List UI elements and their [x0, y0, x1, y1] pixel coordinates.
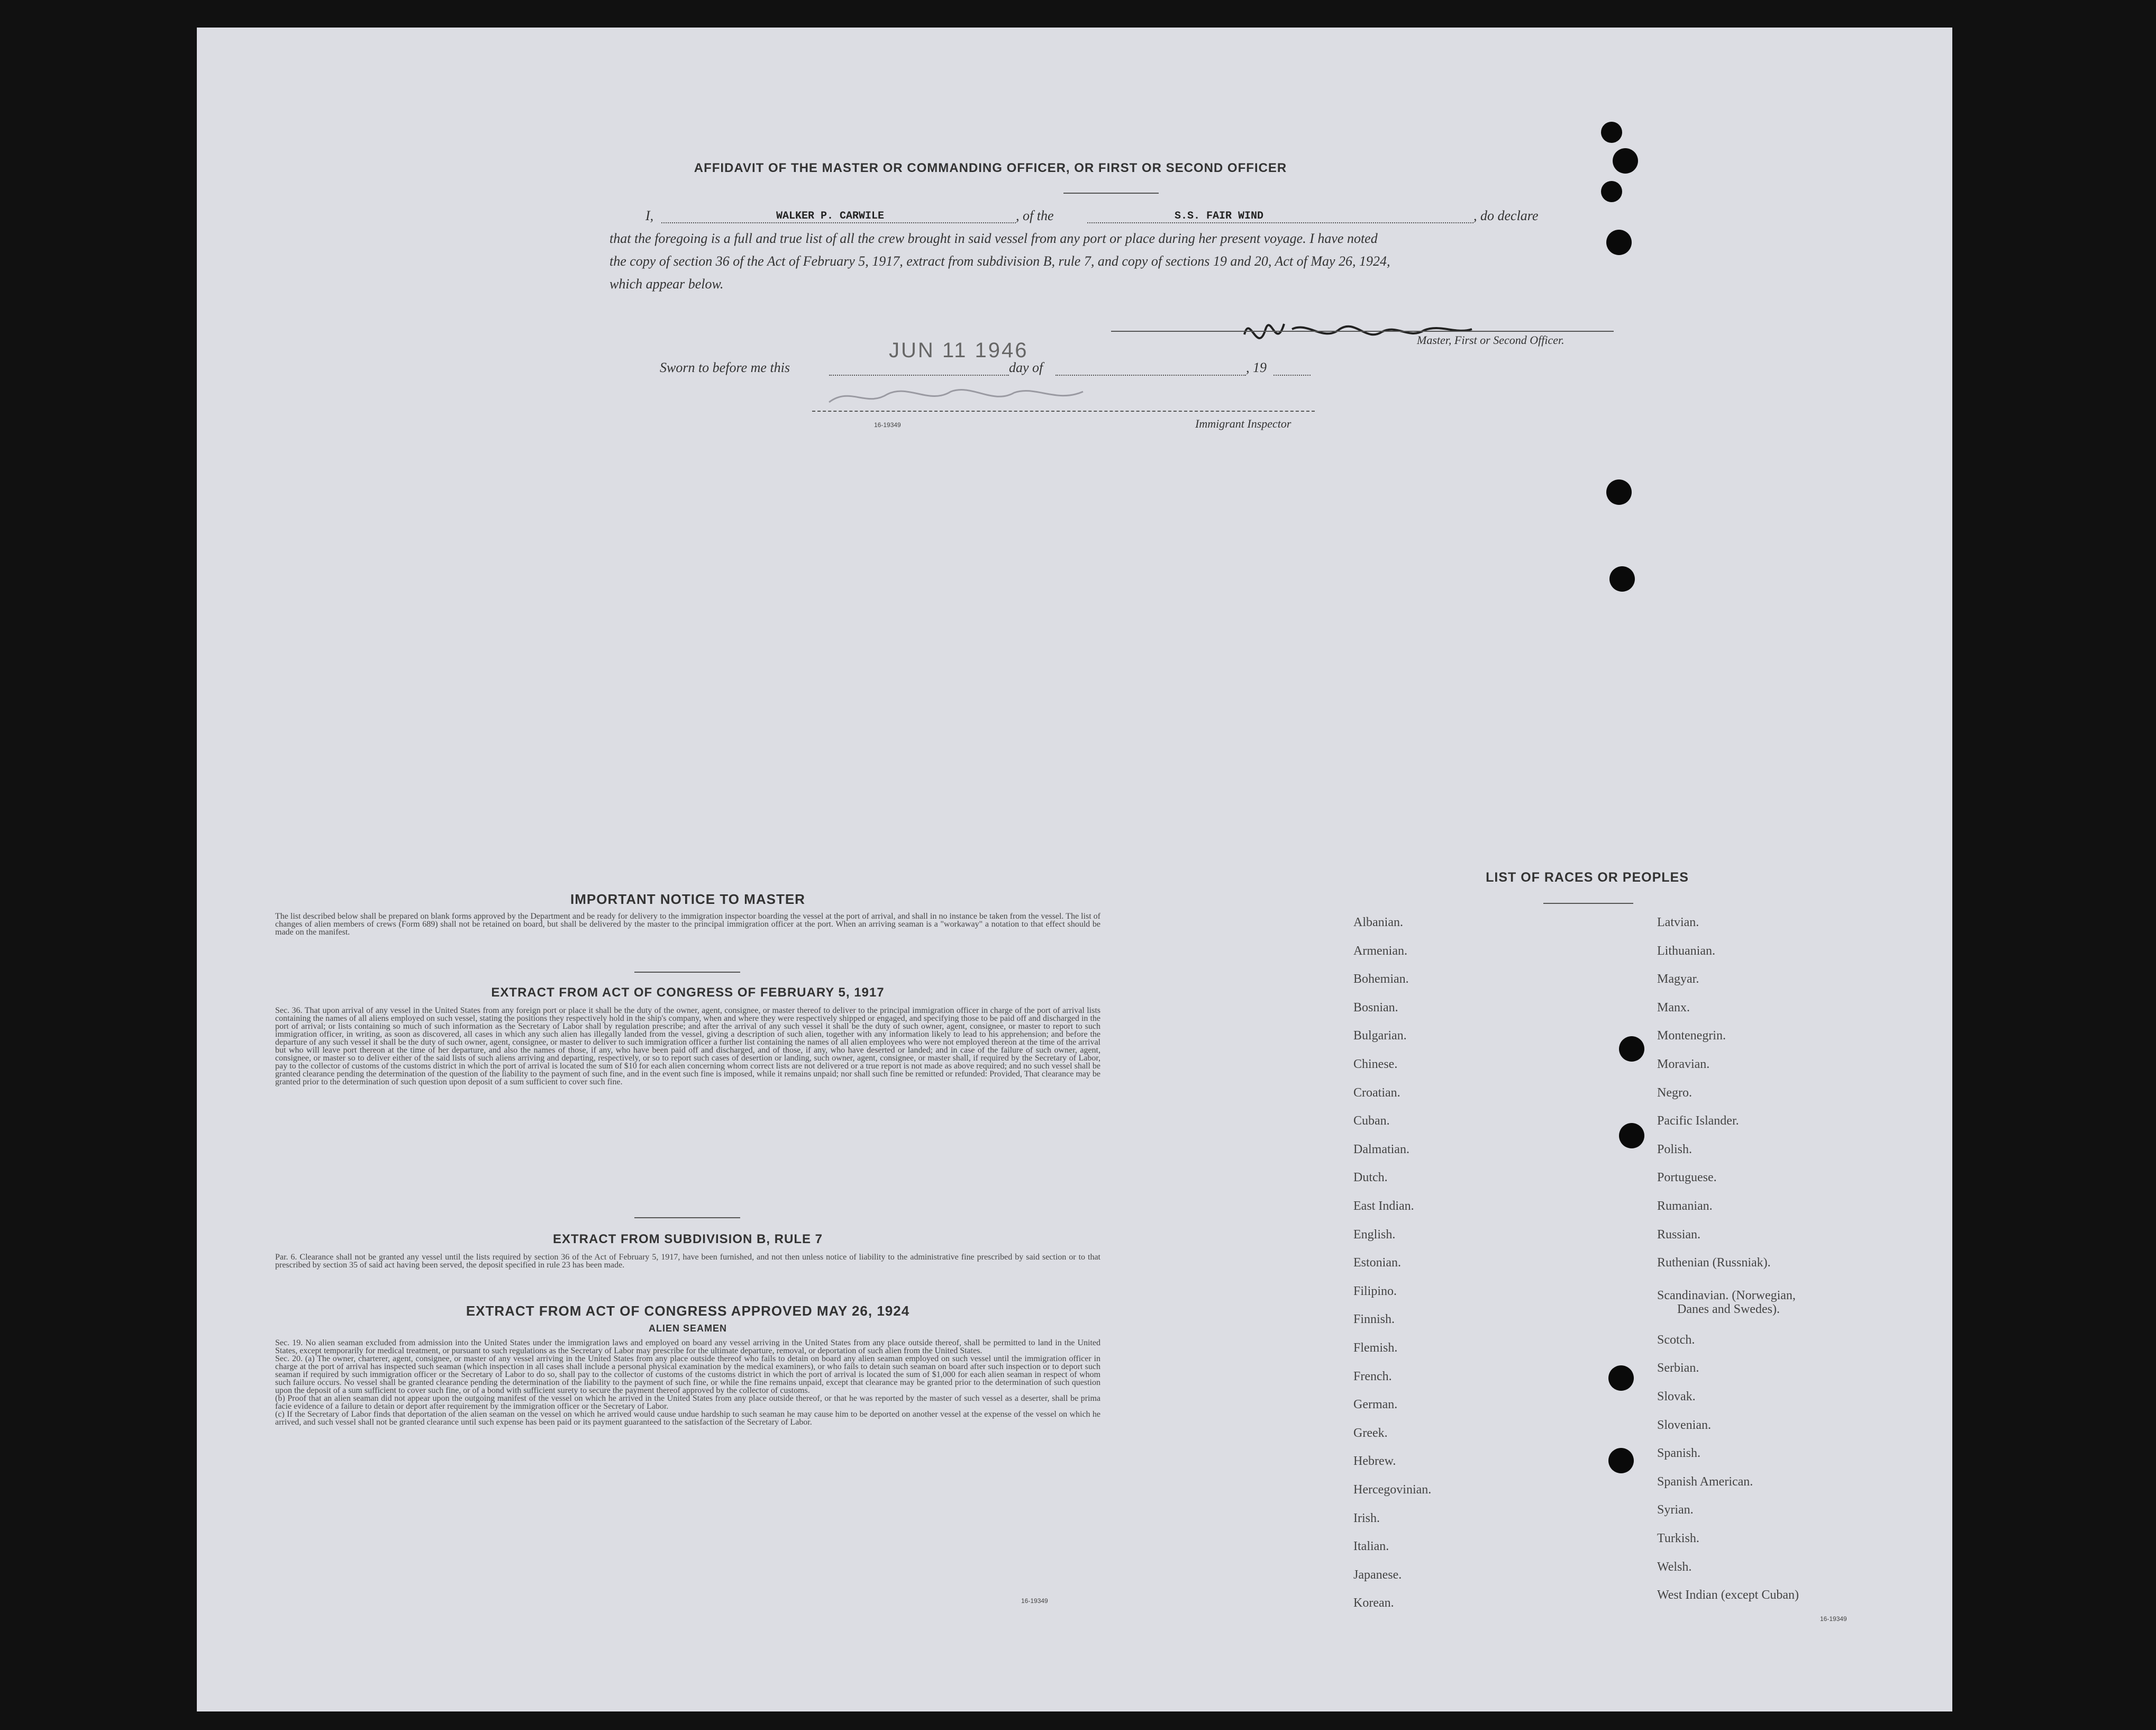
affidavit-line3: the copy of section 36 of the Act of February 5, 1917, extract from subdivision B, rule 7, and copy of sections 19 and 20, Act of May 26, 1924, — [609, 253, 1390, 269]
race-item: Flemish. — [1353, 1341, 1398, 1355]
punch-hole — [1601, 122, 1622, 143]
race-item: English. — [1353, 1227, 1396, 1242]
race-item: Welsh. — [1657, 1560, 1692, 1574]
race-item: Korean. — [1353, 1596, 1394, 1610]
race-item: Bosnian. — [1353, 1000, 1398, 1015]
races-form-number: 16-19349 — [1820, 1615, 1847, 1623]
divider — [1543, 903, 1633, 904]
affidavit-of-the: , of the — [1016, 208, 1054, 223]
race-item: Pacific Islander. — [1657, 1114, 1739, 1128]
race-item: Cuban. — [1353, 1114, 1390, 1128]
extract-1924-subtitle: ALIEN SEAMEN — [648, 1323, 727, 1334]
affidavit-title: AFFIDAVIT OF THE MASTER OR COMMANDING OFFICER, OR FIRST OR SECOND OFFICER — [694, 161, 1287, 175]
divider — [1063, 193, 1159, 194]
document-page — [197, 28, 1952, 1711]
race-item: Danes and Swedes). — [1677, 1302, 1780, 1316]
inspector-signature — [818, 376, 1125, 413]
race-item: Greek. — [1353, 1426, 1388, 1440]
extract-form-number: 16-19349 — [1021, 1597, 1048, 1605]
punch-hole — [1609, 566, 1635, 592]
race-item: Chinese. — [1353, 1057, 1398, 1071]
punch-hole — [1601, 181, 1622, 202]
punch-hole — [1613, 148, 1638, 174]
signature-caption: Master, First or Second Officer. — [1417, 333, 1564, 347]
race-item: Bohemian. — [1353, 972, 1409, 986]
race-item: Croatian. — [1353, 1085, 1400, 1100]
notice-body: The list described below shall be prepared on blank forms approved by the Department and be ready for delivery to the immigration inspector boarding the vessel at the port of arrival, and shall in no instance be taken from the vessel. The list of changes of alien members of crews (Form 689) shall not be retained on board, but shall be delivered by the master to the principal immigration officer at the port. When an arriving seaman is a "workaway" a notation to that effect should be made on the manifest. — [275, 912, 1100, 937]
extract-1917-title: EXTRACT FROM ACT OF CONGRESS OF FEBRUARY 5, 1917 — [491, 985, 885, 1000]
vessel-name-typed: S.S. FAIR WIND — [1175, 210, 1264, 222]
race-item: West Indian (except Cuban) — [1657, 1588, 1799, 1602]
rule7-body: Par. 6. Clearance shall not be granted any vessel until the lists required by section 36 of the Act of February 5, 1917, have been furnished, and not then unless notice of liability to the administrative fine prescribed by said section or to that prescribed by section 35 of said act having been served, the deposit specified in rule 23 has been made. — [275, 1253, 1100, 1270]
race-item: Slovak. — [1657, 1390, 1696, 1403]
punch-hole — [1608, 1365, 1634, 1391]
race-item: Dalmatian. — [1353, 1142, 1409, 1156]
race-item: Ruthenian (Russniak). — [1657, 1256, 1771, 1270]
race-item: Irish. — [1353, 1511, 1380, 1525]
notice-title: IMPORTANT NOTICE TO MASTER — [570, 891, 805, 907]
race-item: Albanian. — [1353, 916, 1403, 929]
divider — [634, 1217, 740, 1218]
rule7-title: EXTRACT FROM SUBDIVISION B, RULE 7 — [552, 1232, 823, 1246]
race-item: Syrian. — [1657, 1503, 1694, 1517]
race-item: Slovenian. — [1657, 1418, 1711, 1432]
races-title: LIST OF RACES OR PEOPLES — [1486, 870, 1689, 885]
race-item: Serbian. — [1657, 1361, 1699, 1375]
master-signature — [1234, 292, 1498, 361]
race-item: Manx. — [1657, 1000, 1690, 1015]
inspector-caption: Immigrant Inspector — [1195, 417, 1291, 430]
sec20b-body: (b) Proof that an alien seaman did not appear upon the outgoing manifest of the vessel on which he arrived in the United States from any place outside thereof, or that he was reported by the master of such vessel as a deserter, shall be prima facie evidence of a failure to detain or deport after requirement by the immigration officer or the Secretary of Labor. — [275, 1394, 1100, 1411]
race-item: Portuguese. — [1657, 1171, 1717, 1185]
vessel-field-line — [1087, 222, 1473, 223]
race-item: Polish. — [1657, 1142, 1693, 1156]
sec19-body: Sec. 19. No alien seaman excluded from admission into the United States under the immigration laws and employed on board any vessel arriving in the United States from any place outside thereof, shall be permitted to land in the United States, except temporarily for medical treatment, or pursuant to such regulations as the Secretary of Labor may prescribe for the ultimate departure, removal, or deportation of such alien from the United States. — [275, 1338, 1100, 1355]
race-item: Scandinavian. (Norwegian, — [1657, 1288, 1796, 1302]
master-name-typed: WALKER P. CARWILE — [776, 210, 885, 222]
extract-1917-body: Sec. 36. That upon arrival of any vessel in the United States from any foreign port or place it shall be the duty of the owner, agent, consignee, or master thereof to deliver to the principal immigration officer in charge of the port of arrival lists containing the names of all aliens employed on such vessel, stating the positions they respectively hold in the ship's company, when and where they were respectively shipped or engaged, and specifying those to be paid off and discharged in the port of arrival; or lists containing so much of such information as the Secretary of Labor shall by regulation prescribe; and after the arrival of any such vessel it shall be the duty of such owner, agent, consignee, or master to report to such immigration officer, in writing, as soon as discovered, all cases in which any such alien has illegally landed from the vessel, giving a description of such alien, together with any information likely to lead to his apprehension; and before the departure of any such vessel it shall be the duty of such owner, agent, consignee, or master to deliver to such immigration officer a further list containing the names of all alien employees who were not employed thereon at the time of the arrival but who will leave port thereon at the time of her departure, and also the names of those, if any, who have been paid off and discharged, and of those, if any, who have deserted or landed; and in case of the failure of such owner, agent, consignee, or master so to deliver either of the said lists of such aliens arriving and departing, respectively, or so to report such cases of desertion or landing, such owner, agent, consignee, or master shall, if required by the Secretary of Labor, pay to the collector of customs of the customs district in which the port of arrival is located the sum of $10 for each alien concerning whom correct lists are not delivered or a true report is not made as above required; and no such vessel shall be granted clearance pending the determination of the question of the liability to the payment of such fine, and in the event such fine is imposed, while it remains unpaid; nor shall such fine be remitted or refunded: Provided, That clearance may be granted prior to the determination of such question upon deposit of a sum sufficient to cover such fine. — [275, 1006, 1100, 1086]
race-item: Filipino. — [1353, 1284, 1397, 1298]
race-item: French. — [1353, 1369, 1392, 1383]
sworn-year-line — [1273, 375, 1311, 376]
race-item: Finnish. — [1353, 1312, 1395, 1327]
race-item: Lithuanian. — [1657, 944, 1715, 958]
name-field-line — [661, 222, 1016, 223]
punch-hole — [1619, 1036, 1644, 1062]
punch-hole — [1606, 479, 1632, 505]
day-of: day of — [1009, 360, 1043, 375]
race-item: Japanese. — [1353, 1568, 1402, 1582]
sworn-prefix: Sworn to before me this — [660, 360, 790, 375]
affidavit-line4: which appear below. — [609, 276, 724, 292]
race-item: Magyar. — [1657, 972, 1699, 986]
affidavit-line1-prefix: I, — [645, 208, 654, 223]
affidavit-line2: that the foregoing is a full and true list of all the crew brought in said vessel from any port or place during her present voyage. I have noted — [609, 231, 1378, 246]
race-item: German. — [1353, 1398, 1398, 1412]
punch-hole — [1608, 1448, 1634, 1473]
race-item: Dutch. — [1353, 1171, 1388, 1185]
race-item: Negro. — [1657, 1085, 1692, 1100]
race-item: Montenegrin. — [1657, 1029, 1726, 1043]
race-item: Bulgarian. — [1353, 1029, 1407, 1043]
divider — [634, 972, 740, 973]
race-item: Armenian. — [1353, 944, 1407, 958]
race-item: Estonian. — [1353, 1256, 1401, 1270]
date-stamp: JUN 11 1946 — [889, 339, 1029, 362]
race-item: Italian. — [1353, 1539, 1389, 1554]
sec20c-body: (c) If the Secretary of Labor finds that deportation of the alien seaman on the vessel on which he arrived would cause undue hardship to such seaman he may cause him to be deported on another vessel at the expense of the vessel on which he arrived, and such vessel shall not be granted clearance until such expense has been paid or its payment guaranteed to the satisfaction of the Secretary of Labor. — [275, 1410, 1100, 1427]
race-item: Hercegovinian. — [1353, 1483, 1432, 1497]
extract-1924-sections — [275, 1339, 1100, 1426]
race-item: East Indian. — [1353, 1199, 1414, 1213]
race-item: Rumanian. — [1657, 1199, 1713, 1213]
sec20a-body: Sec. 20. (a) The owner, charterer, agent, consignee, or master of any vessel arriving in the United States from any place outside thereof who fails to detain on board any alien seaman employed on such vessel until the immigration officer in charge at the port of arrival has inspected such seaman (which inspection in all cases shall include a personal physical examination by the medical examiners), or who fails to detain such seaman on board after such inspection or to deport such seaman if required by such immigration officer or the Secretary of Labor to do so, shall pay to the collector of customs of the customs district in which the port of arrival is located the sum of $1,000 for each alien seaman in respect of whom such failure occurs. No vessel shall be granted clearance pending the determination of the liability to the payment of such fine, or while the fine remains unpaid, except that clearance may be granted prior to the determination of such question upon the deposit of a sum sufficient to cover such fine, or of a bond with sufficient surety to secure the payment thereof approved by the collector of customs. — [275, 1354, 1100, 1395]
year-prefix: , 19 — [1246, 360, 1267, 375]
race-item: Spanish American. — [1657, 1474, 1753, 1489]
race-item: Hebrew. — [1353, 1454, 1396, 1469]
race-item: Scotch. — [1657, 1333, 1695, 1347]
race-item: Moravian. — [1657, 1057, 1710, 1071]
race-item: Latvian. — [1657, 916, 1699, 929]
affidavit-do-declare: , do declare — [1473, 208, 1539, 223]
race-item: Spanish. — [1657, 1446, 1701, 1461]
inspector-line — [812, 411, 1315, 412]
signature-line — [1111, 331, 1614, 332]
extract-1924-title: EXTRACT FROM ACT OF CONGRESS APPROVED MAY 26, 1924 — [466, 1303, 910, 1319]
race-item: Russian. — [1657, 1227, 1701, 1242]
race-item: Turkish. — [1657, 1532, 1699, 1545]
affidavit-form-number: 16-19349 — [874, 421, 901, 429]
punch-hole — [1619, 1123, 1644, 1148]
